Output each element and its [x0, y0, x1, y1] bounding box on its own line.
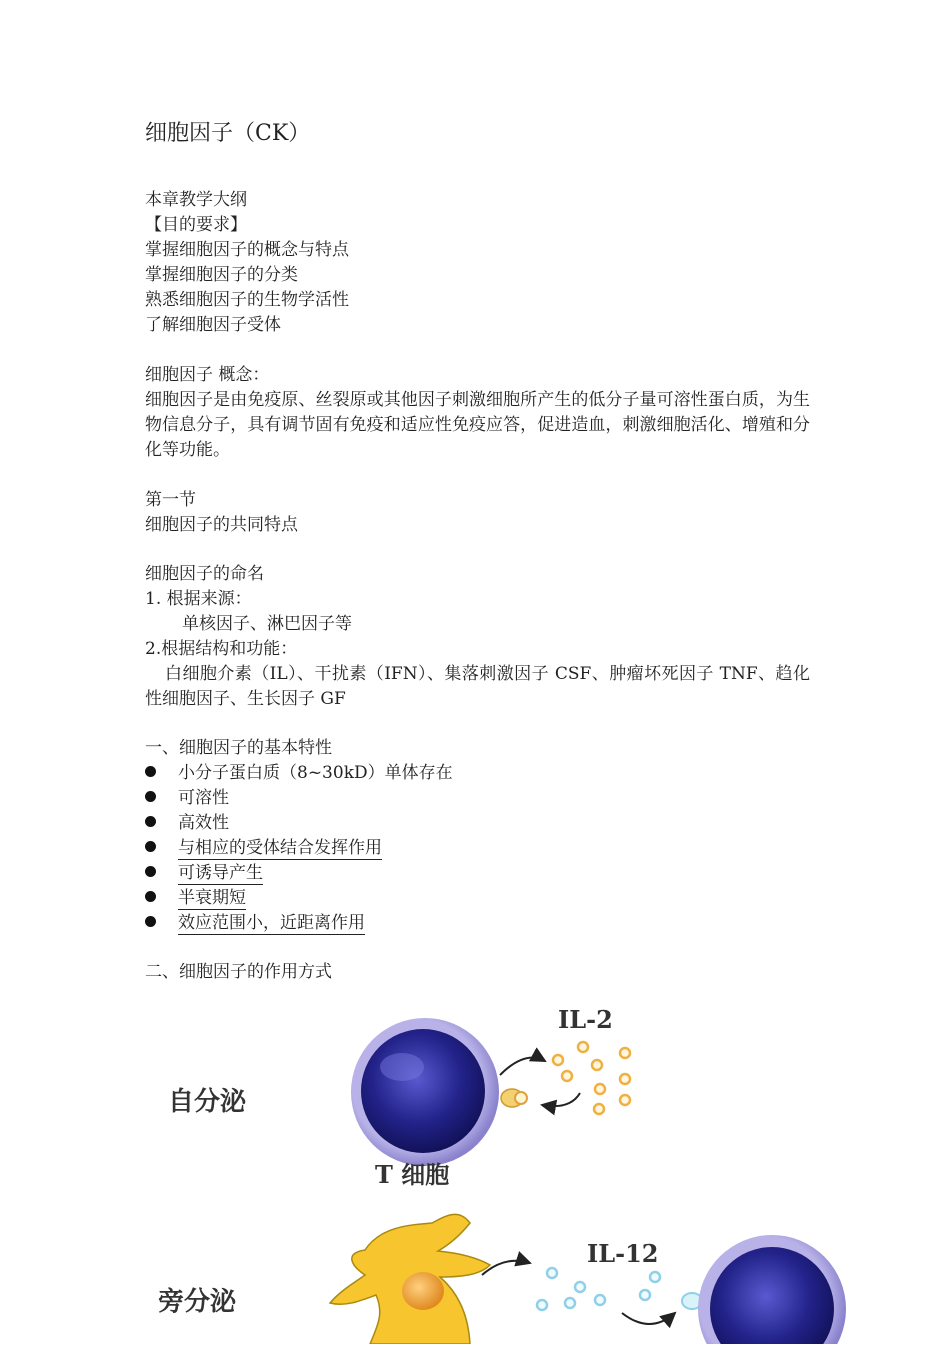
properties-heading: 一、细胞因子的基本特性: [145, 738, 332, 758]
list-item-text: 半衰期短: [178, 888, 246, 908]
naming-heading: 细胞因子的命名: [145, 564, 264, 584]
page-title: 细胞因子（CK）: [145, 121, 311, 146]
naming-source-detail: 单核因子、淋巴因子等: [182, 614, 352, 634]
binding-arrow-icon: [542, 1093, 580, 1106]
goal-item: 了解细胞因子受体: [145, 315, 281, 335]
il2-molecules-icon: [553, 1042, 630, 1114]
bullet-icon: [145, 841, 156, 852]
list-item: [145, 761, 453, 785]
list-item: [145, 836, 382, 860]
section-label: 第一节: [145, 490, 196, 510]
receptor-icon: [501, 1089, 527, 1107]
outline-heading: 本章教学大纲: [145, 190, 247, 210]
goal-item: 熟悉细胞因子的生物学活性: [145, 290, 349, 310]
list-item-text: 可诱导产生: [178, 863, 263, 883]
naming-item-structure: 2.根据结构和功能：: [145, 639, 298, 659]
modes-heading: 二、细胞因子的作用方式: [145, 962, 332, 982]
section-title: 细胞因子的共同特点: [145, 515, 298, 535]
list-item: [145, 786, 229, 810]
goals-heading: 【目的要求】: [145, 215, 247, 235]
dendritic-cell-icon: [330, 1214, 490, 1344]
t-cell-label: T 细胞: [375, 1160, 450, 1189]
bullet-icon: [145, 766, 156, 777]
goal-item: 掌握细胞因子的分类: [145, 265, 298, 285]
il12-label: IL-12: [587, 1239, 659, 1268]
secretion-modes-figure: [140, 995, 860, 1344]
list-item: [145, 861, 263, 885]
paracrine-label: 旁分泌: [158, 1287, 237, 1317]
autocrine-label: 自分泌: [168, 1087, 247, 1117]
concept-heading: 细胞因子 概念：: [145, 365, 270, 385]
secretion-diagram: [140, 995, 860, 1344]
list-item-text: 高效性: [178, 813, 229, 833]
binding-arrow-icon: [622, 1313, 675, 1324]
bullet-icon: [145, 866, 156, 877]
list-item: [145, 886, 246, 910]
naming-item-source: 1. 根据来源：: [145, 589, 252, 609]
bullet-icon: [145, 816, 156, 827]
il12-molecules-icon: [537, 1268, 660, 1310]
bullet-icon: [145, 791, 156, 802]
list-item-text: 可溶性: [178, 788, 229, 808]
goal-item: 掌握细胞因子的概念与特点: [145, 240, 349, 260]
list-item: [145, 811, 229, 835]
list-item-text: 与相应的受体结合发挥作用: [178, 838, 382, 858]
bullet-icon: [145, 891, 156, 902]
il2-label: IL-2: [558, 1005, 613, 1034]
t-cell-icon: [351, 1018, 499, 1166]
list-item-text: 小分子蛋白质（8~30kD）单体存在: [178, 763, 453, 783]
bullet-icon: [145, 916, 156, 927]
naming-structure-detail: 白细胞介素（IL）、干扰素（IFN）、集落刺激因子 CSF、肿瘤坏死因子 TNF、趋化性细胞因子、生长因子 GF: [145, 664, 810, 709]
target-cell-icon: [698, 1235, 846, 1344]
secretion-arrow-icon: [500, 1058, 545, 1075]
list-item-text: 效应范围小，近距离作用: [178, 913, 365, 933]
list-item: [145, 911, 365, 935]
concept-paragraph: 细胞因子是由免疫原、丝裂原或其他因子刺激细胞所产生的低分子量可溶性蛋白质，为生物信息分子，具有调节固有免疫和适应性免疫应答，促进造血，刺激细胞活化、增殖和分化等功能。: [145, 390, 810, 460]
secretion-arrow-icon: [482, 1261, 530, 1275]
